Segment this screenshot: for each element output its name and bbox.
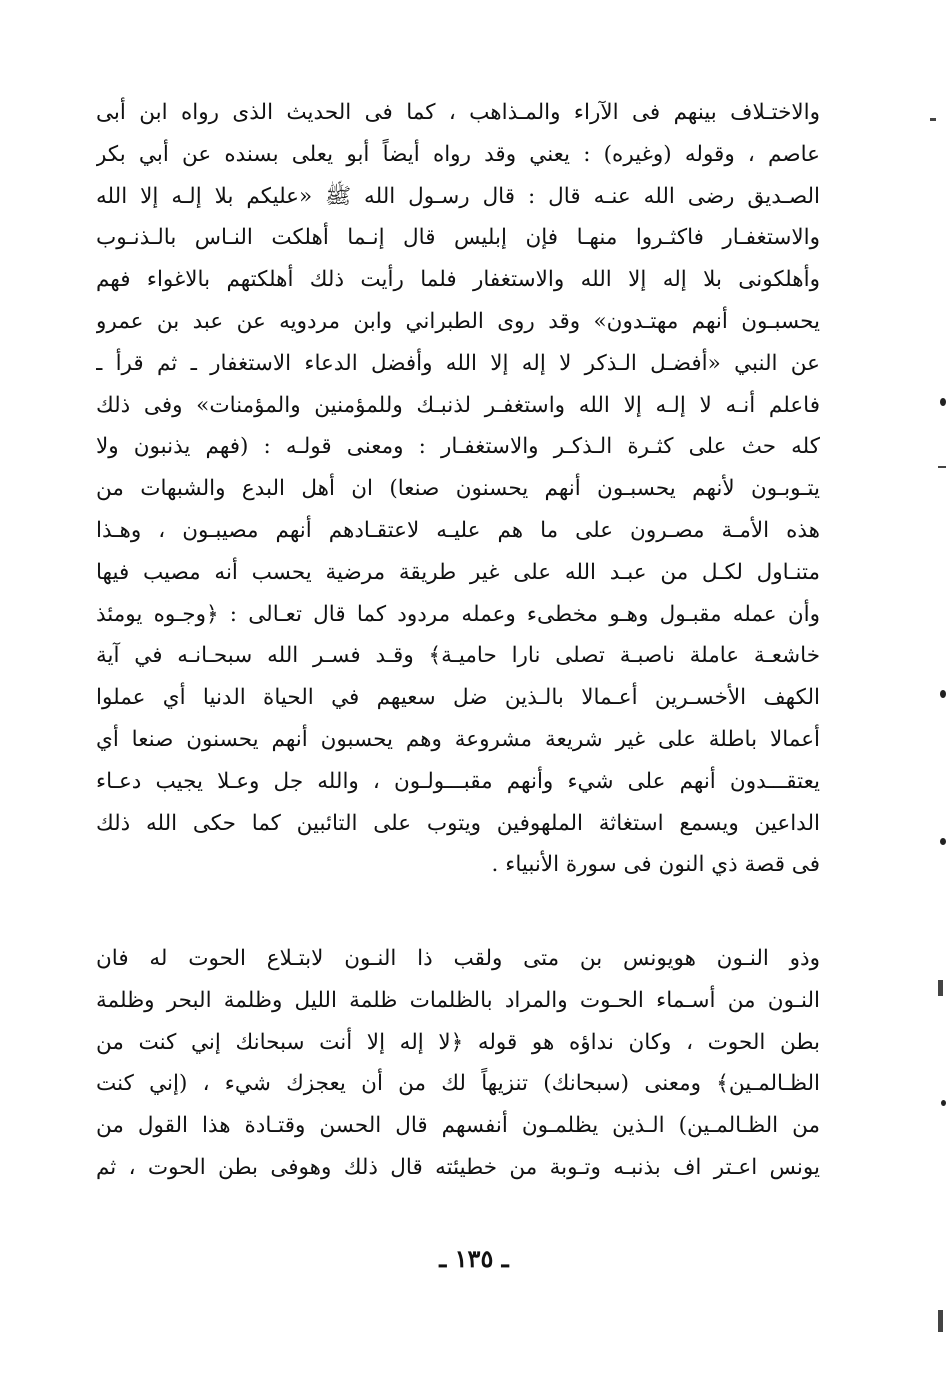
scan-speck <box>941 1100 946 1106</box>
paragraph-2 <box>96 938 820 1189</box>
scan-speck <box>940 398 946 406</box>
text-line: والاستغفـار فاكثـروا منهـا فإن إبليس قال إنـما أهلكت النـاس بالـذنـوب <box>96 225 820 251</box>
text-line: فى قصة ذي النون فى سورة الأنبياء . <box>491 852 820 878</box>
text-line: من الظـالمـين) الـذين يظلمـون أنفسهم قال الحسن وقتـادة هذا القول من <box>96 1113 820 1139</box>
text-line: فاعلم أنـه لا إلـه إلا الله واستغفـر لذنبـك وللمؤمنين والمؤمنات» وفى ذلك <box>96 392 820 418</box>
scan-mark <box>938 466 946 468</box>
text-line: خاشعـة عاملة ناصبـة تصلى نارا حاميـة﴾ وقـد فسـر الله سبحـانـه في آية <box>96 643 820 669</box>
text-line: الظـالمـين﴾ ومعنى (سبحانك) تنزيهاً لك من أن يعجزك شيء ، (إني كنت <box>96 1071 820 1097</box>
text-line: الكهف الأخسـرين أعـمالا بالـذين ضل سعيهم في الحياة الدنيا أي عملوا <box>96 685 820 711</box>
text-line: وأهلكونى بلا إله إلا الله والاستغفار فلما رأيت ذلك أهلكتهم بالاغواء فهم <box>96 267 820 293</box>
text-line: وذو النـون هويونس بن متى ولقب ذا النـون لابتـلاع الحوت له فان <box>96 946 820 971</box>
text-line: بطن الحوت ، وكان نداؤه هو قوله ﴿لا إله إلا أنت سبحانك إني كنت من <box>96 1029 820 1055</box>
scan-mark <box>938 1310 943 1332</box>
text-line: الصـديق رضى الله عنـه قال : قال رسـول الله ﷺ «عليكم بلا إلـه إلا الله <box>96 183 820 209</box>
text-line: أعمالا باطلة على غير شريعة مشروعة وهم يحسبون أنهم يحسنون صنعا أي <box>96 726 820 752</box>
text-line: كله حث على كثـرة الـذكـر والاستغفـار : ومعنى قولـه : (فهم يذنبون ولا <box>96 434 820 460</box>
paragraph-1 <box>96 92 820 886</box>
text-line: يحسبـون أنهم مهتـدون» وقد روى الطبراني وابن مردويه عن عبد بن عمرو <box>96 308 820 334</box>
text-line: النـون من أسـماء الحـوت والمراد بالظلمات ظلمة الليل وظلمة البحر وظلمة <box>96 987 820 1013</box>
text-line: متنـاول لكـل من عبـد الله على غير طريقة مرضية يحسب أنه مصيب فيها <box>96 559 820 585</box>
text-line: وأن عمله مقبـول وهـو مخطىء وعمله مردود كما قال تعـالى : ﴿وجـوه يومئذ <box>96 601 820 627</box>
text-line: عن النبي «أفضـل الـذكر لا إله إلا الله وأفضل الدعاء الاستغفار ـ ثم قرأ ـ <box>96 350 820 376</box>
text-line: يعتقـــدون أنهم على شيء وأنهم مقبـــولـون ، والله جل وعـلا يجيب دعـاء <box>96 768 820 794</box>
page-number: ـ ١٣٥ ـ <box>439 1244 509 1273</box>
text-line: عاصم ، وقوله (وغيره) : يعني وقد رواه أيضاً أبو يعلى بسنده عن أبي بكر <box>96 141 820 167</box>
scan-speck <box>940 690 946 698</box>
text-line: والاختـلاف بينهم فى الآراء والمـذاهب ، كما فى الحديث الذى رواه ابن أبى <box>96 100 820 125</box>
text-line: الداعين ويسمع استغاثة الملهوفين ويتوب على التائبين كما حكى الله ذلك <box>96 810 820 836</box>
scan-mark <box>938 980 943 996</box>
scan-mark <box>930 118 936 121</box>
text-line: هذه الأمـة مصـرون على ما هم عليـه لاعتقـادهم أنهم مصيبـون ، وهـذا <box>96 517 820 543</box>
text-line: يتـوبـون لأنهم يحسبـون أنهم يحسنون صنعا) ان أهل البدع والشبهات من <box>96 476 820 502</box>
scan-speck <box>940 838 946 845</box>
text-line: يونس اعـتر اف بذنبـه وتـوبة من خطيئته قال ذلك وهوفى بطن الحوت ، ثم <box>96 1154 820 1180</box>
